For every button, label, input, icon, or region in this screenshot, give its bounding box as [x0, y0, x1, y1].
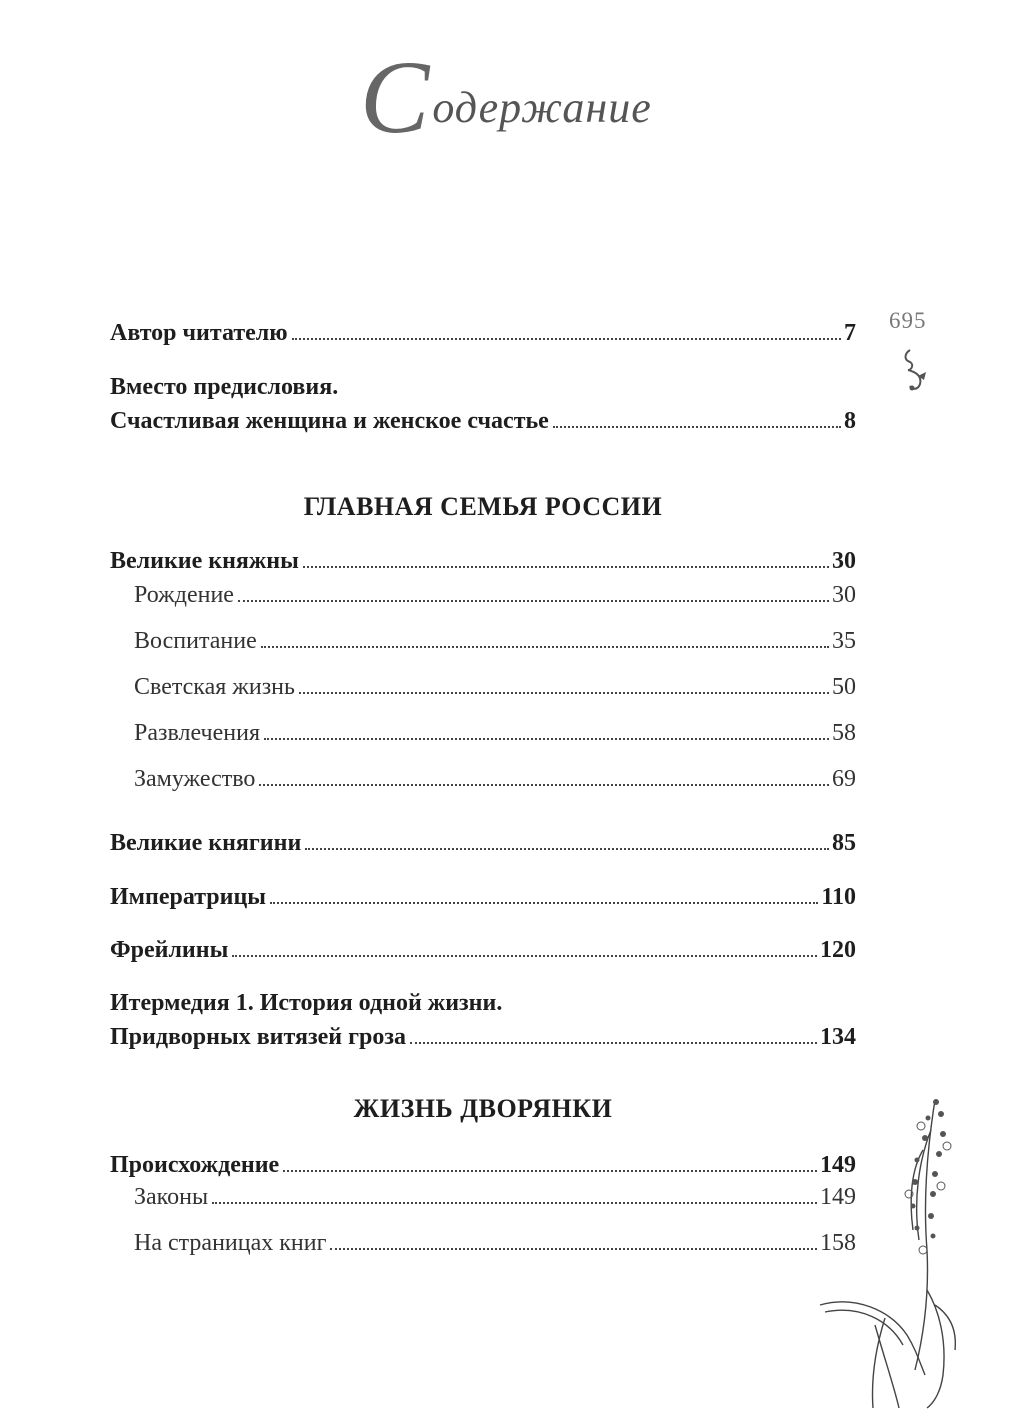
dot-leader	[299, 692, 829, 694]
dot-leader	[303, 566, 829, 568]
dot-leader	[410, 1042, 817, 1044]
toc-entry-page: 50	[832, 674, 856, 700]
toc-subentry	[134, 626, 856, 656]
toc-entry-title-line1: Итермедия 1. История одной жизни.	[110, 990, 503, 1016]
dot-leader	[238, 600, 829, 602]
toc-entry-page: 8	[844, 408, 856, 434]
toc-entry-title: Великие княгини	[110, 830, 302, 856]
toc-entry-title: Воспитание	[134, 628, 257, 654]
toc-entry	[110, 988, 856, 1052]
toc-entry-page: 134	[820, 1024, 856, 1050]
toc-entry-page: 58	[832, 720, 856, 746]
toc-entry	[110, 546, 856, 576]
dot-leader	[283, 1170, 817, 1172]
toc-entry-page: 30	[832, 548, 856, 574]
title-initial: С	[360, 40, 431, 155]
section-heading: ЖИЗНЬ ДВОРЯНКИ	[353, 1094, 613, 1123]
dot-leader	[232, 955, 817, 957]
dot-leader	[264, 738, 829, 740]
toc-entry-title: Законы	[134, 1184, 209, 1210]
toc-entry-title-line1: Вместо предисловия.	[110, 374, 339, 400]
toc-entry	[110, 882, 856, 912]
dot-leader	[330, 1248, 817, 1250]
toc-entry-page: 85	[832, 830, 856, 856]
title-rest: одержание	[432, 83, 652, 132]
toc-subentry	[134, 764, 856, 794]
dot-leader	[305, 848, 829, 850]
toc-subentry	[134, 1182, 856, 1212]
dot-leader	[292, 338, 841, 340]
toc-entry-title: Счастливая женщина и женское счастье	[110, 408, 549, 434]
toc-entry-title: Императрицы	[110, 884, 267, 910]
toc-entry-page: 69	[832, 766, 856, 792]
dot-leader	[553, 426, 841, 428]
toc-entry-page: 30	[832, 582, 856, 608]
toc-entry-title: Происхождение	[110, 1152, 280, 1178]
toc-entry-page: 149	[820, 1184, 856, 1210]
toc-entry-title: Замужество	[134, 766, 256, 792]
page-number: 695	[889, 308, 927, 333]
toc-entry-title: Автор читателю	[110, 320, 288, 346]
floral-ornament-icon	[896, 346, 936, 396]
toc-entry-title: На страницах книг	[134, 1230, 327, 1256]
dot-leader	[270, 902, 818, 904]
section-heading: ГЛАВНАЯ СЕМЬЯ РОССИИ	[303, 492, 663, 521]
toc-subentry	[134, 718, 856, 748]
toc-entry	[110, 828, 856, 858]
toc-entry-page: 149	[820, 1152, 856, 1178]
toc-subentry	[134, 580, 856, 610]
toc-entry	[110, 372, 856, 436]
toc-entry-page: 120	[820, 937, 856, 963]
toc-subentry	[134, 1228, 856, 1258]
toc-entry-page: 110	[821, 884, 856, 910]
dot-leader	[212, 1202, 817, 1204]
toc-entry-title: Великие княжны	[110, 548, 299, 574]
toc-entry-title: Развлечения	[134, 720, 260, 746]
toc-entry	[110, 1150, 856, 1180]
toc-entry-title: Придворных витязей гроза	[110, 1024, 406, 1050]
toc-subentry	[134, 672, 856, 702]
page-title	[360, 38, 652, 157]
toc-entry-page: 35	[832, 628, 856, 654]
toc-entry-page: 7	[844, 320, 856, 346]
toc-entry-title: Рождение	[134, 582, 234, 608]
toc-entry	[110, 935, 856, 965]
toc-entry-title: Светская жизнь	[134, 674, 295, 700]
toc-entry-page: 158	[820, 1230, 856, 1256]
toc-entry-title: Фрейлины	[110, 937, 229, 963]
dot-leader	[261, 646, 829, 648]
dot-leader	[259, 784, 829, 786]
toc-entry	[110, 318, 856, 348]
